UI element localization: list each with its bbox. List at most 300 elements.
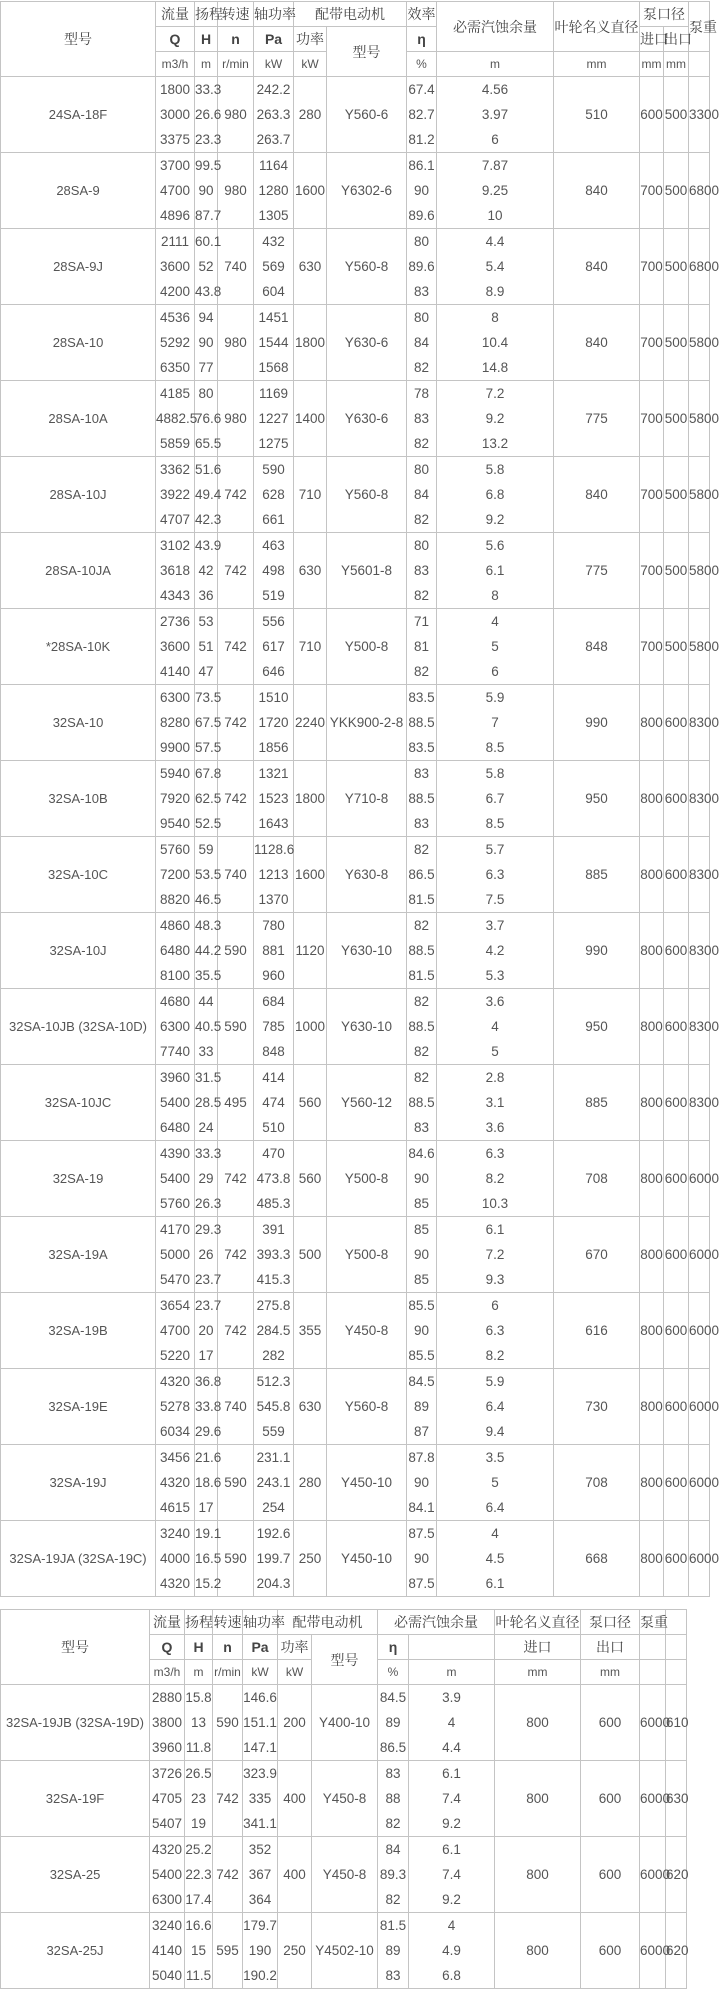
shaft-power-cell-value: 393.3 — [256, 1247, 291, 1262]
npsh-cell — [409, 1837, 495, 1913]
efficiency-cell-value: 82 — [413, 842, 430, 857]
header-sym-pa: Pa — [243, 1635, 278, 1660]
shaft-power-cell-value: 263.3 — [256, 107, 291, 122]
efficiency-cell-value: 83 — [413, 1120, 430, 1135]
head-cell-value: 44 — [198, 994, 214, 1009]
flow-cell — [156, 305, 195, 381]
model-cell: 24SA-18F — [1, 77, 156, 153]
flow-cell-value: 8280 — [159, 715, 191, 730]
impeller-cell: 950 — [554, 761, 640, 837]
motor-power-cell: 1000 — [294, 989, 327, 1065]
last-cell: 610 — [666, 1685, 687, 1761]
npsh-cell-value: 3.97 — [481, 107, 509, 122]
shaft-power-cell-value: 323.9 — [243, 1766, 277, 1781]
weight-cell: 6000 — [640, 1685, 666, 1761]
motor-power-cell: 200 — [278, 1685, 312, 1761]
npsh-cell-value: 3.5 — [485, 1450, 505, 1465]
npsh-cell-value: 4.4 — [442, 1740, 461, 1755]
weight-cell: 5800 — [689, 457, 710, 533]
efficiency-cell-value: 83 — [413, 411, 430, 426]
head-cell-value: 43.9 — [195, 538, 222, 553]
npsh-cell — [437, 1065, 554, 1141]
port-cell: 600 — [581, 1837, 640, 1913]
efficiency-cell — [378, 1837, 409, 1913]
flow-cell — [156, 685, 195, 761]
impeller-cell: 848 — [554, 609, 640, 685]
flow-cell — [156, 153, 195, 229]
npsh-cell-value: 5.8 — [485, 462, 505, 477]
motor-power-cell: 1120 — [294, 913, 327, 989]
weight-cell: 8300 — [689, 989, 710, 1065]
unit-blank-3b — [666, 1660, 687, 1685]
efficiency-cell-value: 80 — [413, 234, 430, 249]
speed-cell: 590 — [218, 913, 254, 989]
efficiency-cell-value: 83 — [413, 284, 430, 299]
flow-cell-value: 4000 — [159, 1551, 191, 1566]
head-cell-value: 67.5 — [195, 715, 222, 730]
flow-cell-value: 9540 — [159, 816, 191, 831]
motor-power-cell: 250 — [294, 1521, 327, 1597]
last-cell: 620 — [666, 1837, 687, 1913]
head-cell-value: 33.3 — [195, 82, 222, 97]
weight-cell: 6000 — [689, 1217, 710, 1293]
flow-cell-value: 3240 — [151, 1918, 183, 1933]
model-cell: 32SA-19F — [1, 1761, 150, 1837]
weight-cell: 5800 — [689, 533, 710, 609]
npsh-cell-value: 5 — [491, 639, 499, 654]
efficiency-cell-value: 89.6 — [408, 259, 435, 274]
npsh-cell — [437, 1521, 554, 1597]
port-in-cell: 700 — [640, 609, 664, 685]
flow-cell-value: 5278 — [159, 1399, 191, 1414]
port-in-cell: 800 — [640, 1141, 664, 1217]
motor-model-cell: Y450-8 — [327, 1293, 407, 1369]
efficiency-cell — [407, 1445, 437, 1521]
flow-cell-value: 8820 — [159, 892, 191, 907]
efficiency-cell-value: 78 — [413, 386, 430, 401]
header-flow: 流量 — [156, 2, 195, 27]
head-cell-value: 43.8 — [195, 284, 222, 299]
shaft-power-cell-value: 960 — [262, 968, 285, 983]
table-row — [1, 837, 710, 913]
motor-power-cell: 560 — [294, 1141, 327, 1217]
npsh-cell — [437, 533, 554, 609]
efficiency-cell-value: 85.5 — [408, 1298, 435, 1313]
head-cell-value: 29.6 — [195, 1424, 222, 1439]
motor-model-cell: Y560-8 — [327, 457, 407, 533]
shaft-power-cell-value: 192.6 — [256, 1526, 291, 1541]
shaft-power-cell-value: 569 — [262, 259, 285, 274]
npsh-cell — [409, 1761, 495, 1837]
shaft-power-cell-value: 1856 — [258, 740, 289, 755]
npsh-cell-value: 8 — [491, 310, 499, 325]
head-cell-value: 26.3 — [195, 1196, 222, 1211]
head-cell-value: 17 — [198, 1348, 214, 1363]
flow-cell-value: 7200 — [159, 867, 191, 882]
efficiency-cell — [407, 609, 437, 685]
efficiency-cell-value: 82 — [413, 1070, 430, 1085]
speed-cell: 980 — [218, 381, 254, 457]
port-in-cell: 700 — [640, 305, 664, 381]
unit-n: r/min — [218, 52, 254, 77]
flow-cell-value: 7920 — [159, 791, 191, 806]
npsh-cell — [437, 761, 554, 837]
shaft-power-cell-value: 179.7 — [243, 1918, 277, 1933]
motor-power-cell: 355 — [294, 1293, 327, 1369]
port-cell: 600 — [581, 1761, 640, 1837]
shaft-power-cell — [254, 457, 294, 533]
flow-cell-value: 4390 — [159, 1146, 191, 1161]
head-cell-value: 21.6 — [195, 1450, 222, 1465]
head-cell — [195, 381, 222, 457]
shaft-power-cell-value: 1523 — [258, 791, 289, 806]
flow-cell — [156, 1369, 195, 1445]
header-sym-n: n — [213, 1635, 243, 1660]
flow-cell-value: 3800 — [151, 1715, 183, 1730]
flow-cell-value: 3375 — [159, 132, 191, 147]
npsh-cell-value: 10 — [487, 208, 503, 223]
model-cell: 32SA-10C — [1, 837, 156, 913]
flow-cell-value: 4185 — [159, 386, 191, 401]
efficiency-cell — [407, 77, 437, 153]
impeller-cell: 800 — [495, 1685, 581, 1761]
efficiency-cell-value: 88.5 — [408, 1095, 435, 1110]
port-out-cell: 500 — [664, 533, 689, 609]
shaft-power-cell-value: 335 — [248, 1791, 272, 1806]
shaft-power-cell-value: 1451 — [258, 310, 289, 325]
motor-power-cell: 2240 — [294, 685, 327, 761]
port-in-cell: 700 — [640, 533, 664, 609]
impeller-cell: 668 — [554, 1521, 640, 1597]
shaft-power-cell-value: 147.1 — [243, 1740, 277, 1755]
flow-cell-value: 7740 — [159, 1044, 191, 1059]
speed-cell: 742 — [218, 457, 254, 533]
shaft-power-cell — [254, 761, 294, 837]
head-cell-value: 23.7 — [195, 1272, 222, 1287]
port-out-cell: 500 — [664, 381, 689, 457]
weight-cell: 8300 — [689, 685, 710, 761]
shaft-power-cell — [243, 1761, 278, 1837]
motor-power-cell: 630 — [294, 533, 327, 609]
npsh-cell-value: 4 — [491, 1019, 499, 1034]
port-out-cell: 600 — [664, 685, 689, 761]
unit-port-in: mm — [581, 1660, 640, 1685]
model-cell: 32SA-19J — [1, 1445, 156, 1521]
efficiency-cell-value: 82 — [413, 436, 430, 451]
port-out-cell: 600 — [664, 1293, 689, 1369]
flow-cell-value: 4170 — [159, 1222, 191, 1237]
impeller-cell: 840 — [554, 305, 640, 381]
npsh-cell-value: 6.3 — [485, 1323, 505, 1338]
shaft-power-cell-value: 485.3 — [256, 1196, 291, 1211]
table-row — [1, 1913, 687, 1989]
npsh-cell-value: 4.5 — [485, 1551, 505, 1566]
efficiency-cell-value: 82 — [413, 918, 430, 933]
npsh-cell-value: 8.5 — [485, 740, 505, 755]
npsh-cell-value: 4.56 — [481, 82, 509, 97]
head-cell-value: 51.6 — [195, 462, 222, 477]
flow-cell-value: 2736 — [159, 614, 191, 629]
motor-model-cell: Y500-8 — [327, 1141, 407, 1217]
efficiency-cell-value: 81.5 — [408, 892, 435, 907]
shaft-power-cell-value: 684 — [262, 994, 285, 1009]
npsh-cell-value: 9.2 — [485, 411, 505, 426]
port-out-cell: 600 — [664, 761, 689, 837]
efficiency-cell-value: 84 — [413, 335, 430, 350]
impeller-cell: 730 — [554, 1369, 640, 1445]
head-cell — [195, 153, 222, 229]
header-motor-model: 型号 — [327, 27, 407, 77]
port-in-cell: 800 — [640, 685, 664, 761]
npsh-cell — [437, 1141, 554, 1217]
head-cell — [185, 1913, 213, 1989]
model-cell: 32SA-10J — [1, 913, 156, 989]
head-cell — [195, 1293, 222, 1369]
shaft-power-cell-value: 1169 — [258, 386, 289, 401]
efficiency-cell-value: 85 — [413, 1196, 430, 1211]
npsh-cell-value: 4.9 — [442, 1943, 461, 1958]
efficiency-cell-value: 87.5 — [408, 1576, 435, 1591]
header-port: 泵口径 — [581, 1610, 640, 1635]
shaft-power-cell-value: 1128.6 — [254, 842, 295, 857]
impeller-cell: 840 — [554, 153, 640, 229]
shaft-power-cell — [254, 533, 294, 609]
head-cell-value: 48.3 — [195, 918, 222, 933]
shaft-power-cell-value: 341.1 — [243, 1816, 277, 1831]
shaft-power-cell — [254, 153, 294, 229]
efficiency-cell-value: 82 — [413, 512, 430, 527]
head-cell — [185, 1761, 213, 1837]
npsh-cell-value: 9.2 — [485, 512, 505, 527]
shaft-power-cell-value: 231.1 — [256, 1450, 291, 1465]
shaft-power-cell — [254, 1217, 294, 1293]
impeller-cell: 950 — [554, 989, 640, 1065]
flow-cell-value: 3240 — [159, 1526, 191, 1541]
flow-cell-value: 4680 — [159, 994, 191, 1009]
motor-model-cell: Y5601-8 — [327, 533, 407, 609]
efficiency-cell — [407, 381, 437, 457]
efficiency-cell — [407, 1369, 437, 1445]
head-cell-value: 53.5 — [195, 867, 222, 882]
motor-model-cell: Y450-10 — [327, 1521, 407, 1597]
head-cell-value: 53 — [198, 614, 214, 629]
head-cell-value: 26.6 — [195, 107, 222, 122]
header-model: 型号 — [1, 1610, 150, 1685]
header-weight: 泵重 — [640, 1610, 666, 1635]
shaft-power-cell-value: 590 — [262, 462, 285, 477]
shaft-power-cell-value: 1280 — [258, 183, 289, 198]
model-cell: 32SA-10B — [1, 761, 156, 837]
npsh-cell — [437, 837, 554, 913]
head-cell-value: 33.8 — [195, 1399, 222, 1414]
shaft-power-cell-value: 415.3 — [256, 1272, 291, 1287]
efficiency-cell-value: 87.8 — [408, 1450, 435, 1465]
flow-cell-value: 4320 — [159, 1374, 191, 1389]
npsh-cell-value: 9.2 — [442, 1892, 461, 1907]
flow-cell — [156, 837, 195, 913]
npsh-cell-value: 14.8 — [481, 360, 509, 375]
head-cell — [195, 837, 222, 913]
flow-cell — [156, 457, 195, 533]
shaft-power-cell-value: 1643 — [258, 816, 289, 831]
pump-spec-table-2 — [0, 1609, 687, 1989]
npsh-cell-value: 8.5 — [485, 816, 505, 831]
shaft-power-cell-value: 617 — [262, 639, 285, 654]
npsh-cell — [437, 153, 554, 229]
npsh-cell — [437, 685, 554, 761]
efficiency-cell-value: 82 — [385, 1816, 401, 1831]
npsh-cell-value: 6.1 — [442, 1766, 461, 1781]
efficiency-cell-value: 71 — [413, 614, 430, 629]
port-in-cell: 800 — [640, 761, 664, 837]
flow-cell-value: 3600 — [159, 259, 191, 274]
flow-cell-value: 4200 — [159, 284, 191, 299]
unit-port-out: mm — [664, 52, 689, 77]
table-row — [1, 1065, 710, 1141]
flow-cell-value: 2111 — [160, 234, 190, 249]
port-out-cell: 600 — [664, 1445, 689, 1521]
shaft-power-cell — [254, 1369, 294, 1445]
efficiency-cell — [378, 1761, 409, 1837]
efficiency-cell — [407, 457, 437, 533]
speed-cell: 742 — [213, 1761, 243, 1837]
motor-model-cell: Y630-10 — [327, 913, 407, 989]
model-cell: 28SA-10A — [1, 381, 156, 457]
port-cell: 600 — [581, 1913, 640, 1989]
speed-cell: 980 — [218, 77, 254, 153]
table-row — [1, 1369, 710, 1445]
npsh-cell — [437, 381, 554, 457]
efficiency-cell-value: 89.3 — [379, 1867, 407, 1882]
shaft-power-cell-value: 352 — [248, 1842, 272, 1857]
table-row — [1, 685, 710, 761]
efficiency-cell-value: 82 — [413, 664, 430, 679]
flow-cell-value: 5470 — [159, 1272, 191, 1287]
head-cell-value: 44.2 — [195, 943, 222, 958]
motor-model-cell: Y500-8 — [327, 609, 407, 685]
weight-cell: 6800 — [689, 153, 710, 229]
model-cell: 32SA-19JA (32SA-19C) — [1, 1521, 156, 1597]
impeller-cell: 510 — [554, 77, 640, 153]
shaft-power-cell-value: 190 — [248, 1943, 272, 1958]
shaft-power-cell — [254, 913, 294, 989]
efficiency-cell-value: 85 — [413, 1272, 430, 1287]
head-cell-value: 29.3 — [195, 1222, 222, 1237]
head-cell-value: 49.4 — [195, 487, 222, 502]
port-out-cell: 600 — [664, 1217, 689, 1293]
header-npsh: 必需汽蚀余量 — [378, 1610, 495, 1635]
table-row — [1, 229, 710, 305]
shaft-power-cell — [254, 1293, 294, 1369]
efficiency-cell — [407, 837, 437, 913]
npsh-cell-value: 5 — [491, 1475, 499, 1490]
flow-cell-value: 3960 — [151, 1740, 183, 1755]
head-cell-value: 52 — [198, 259, 214, 274]
flow-cell-value: 6300 — [159, 1019, 191, 1034]
efficiency-cell-value: 87.5 — [408, 1526, 435, 1541]
efficiency-cell-value: 86.5 — [408, 867, 435, 882]
efficiency-cell — [378, 1685, 409, 1761]
npsh-cell-value: 6 — [491, 132, 499, 147]
header-port-in: 进口 — [495, 1635, 581, 1660]
header-port-out: 出口 — [581, 1635, 640, 1660]
npsh-cell-value: 8.9 — [485, 284, 505, 299]
model-cell: 32SA-19E — [1, 1369, 156, 1445]
flow-cell-value: 3362 — [159, 462, 191, 477]
header-model: 型号 — [1, 2, 156, 77]
npsh-cell-value: 4.4 — [485, 234, 505, 249]
motor-model-cell: Y630-6 — [327, 381, 407, 457]
efficiency-cell-value: 88.5 — [408, 1019, 435, 1034]
header-motor-power: 功率 — [294, 27, 327, 52]
npsh-cell-value: 6.8 — [442, 1968, 461, 1983]
flow-cell-value: 4320 — [151, 1842, 183, 1857]
port-in-cell: 800 — [640, 1445, 664, 1521]
header-blank-2b — [666, 1635, 687, 1660]
head-cell-value: 94 — [198, 310, 214, 325]
head-cell-value: 62.5 — [195, 791, 222, 806]
efficiency-cell-value: 84.1 — [408, 1500, 435, 1515]
head-cell — [195, 533, 222, 609]
speed-cell: 495 — [218, 1065, 254, 1141]
header-row-1 — [1, 1610, 687, 1635]
header-head: 扬程 — [195, 2, 218, 27]
head-cell-value: 20 — [198, 1323, 214, 1338]
flow-cell-value: 3654 — [159, 1298, 191, 1313]
efficiency-cell-value: 83 — [385, 1968, 401, 1983]
header-port: 泵口径 — [640, 2, 689, 27]
flow-cell-value: 6480 — [159, 943, 191, 958]
head-cell — [195, 457, 222, 533]
port-in-cell: 700 — [640, 457, 664, 533]
motor-power-cell: 500 — [294, 1217, 327, 1293]
efficiency-cell-value: 82 — [385, 1892, 401, 1907]
shaft-power-cell-value: 1544 — [258, 335, 289, 350]
npsh-cell-value: 6.3 — [485, 867, 505, 882]
model-cell: 28SA-9 — [1, 153, 156, 229]
last-cell: 620 — [666, 1913, 687, 1989]
motor-model-cell: Y500-8 — [327, 1217, 407, 1293]
impeller-cell: 885 — [554, 1065, 640, 1141]
head-cell-value: 47 — [198, 664, 214, 679]
motor-model-cell: Y450-8 — [312, 1837, 378, 1913]
model-cell: 28SA-10 — [1, 305, 156, 381]
port-in-cell: 800 — [640, 1521, 664, 1597]
motor-power-cell: 710 — [294, 457, 327, 533]
head-cell — [195, 1217, 222, 1293]
port-in-cell: 800 — [640, 1369, 664, 1445]
efficiency-cell-value: 86.1 — [408, 158, 435, 173]
efficiency-cell-value: 82 — [413, 588, 430, 603]
motor-model-cell: Y630-8 — [327, 837, 407, 913]
table-row — [1, 1141, 710, 1217]
table-row — [1, 457, 710, 533]
table-row — [1, 1293, 710, 1369]
header-motor-power: 功率 — [278, 1635, 312, 1660]
head-cell-value: 73.5 — [195, 690, 222, 705]
port-out-cell: 500 — [664, 77, 689, 153]
efficiency-cell-value: 86.5 — [379, 1740, 407, 1755]
npsh-cell-value: 9.3 — [485, 1272, 505, 1287]
shaft-power-cell-value: 263.7 — [256, 132, 291, 147]
head-cell-value: 36.8 — [195, 1374, 222, 1389]
table-row — [1, 1445, 710, 1521]
port-in-cell: 800 — [640, 989, 664, 1065]
shaft-power-cell-value: 190.2 — [243, 1968, 277, 1983]
head-cell-value: 65.5 — [195, 436, 222, 451]
weight-cell: 5800 — [689, 609, 710, 685]
head-cell — [185, 1685, 213, 1761]
